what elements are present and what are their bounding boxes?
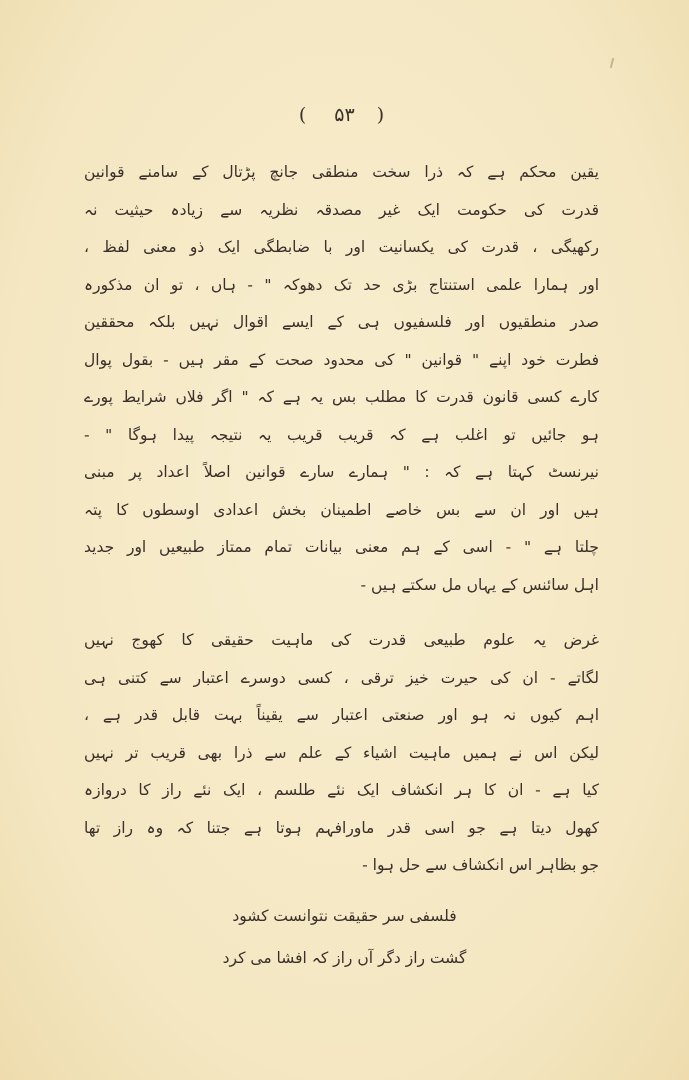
text-line: فطرت خود اپنے " قوانین " کی محدود صحت کے مقر ہیں - بقول پوال bbox=[84, 350, 599, 369]
text-line: اہل سائنس کے یہاں مل سکتے ہیں - bbox=[360, 575, 599, 594]
text-line: نیرنسٹ کہتا ہے کہ : " ہمارے سارے قوانین اصلاً اعداد پر مبنی bbox=[84, 463, 599, 481]
paragraph-2 bbox=[84, 622, 599, 885]
text-line: لیکن اس نے ہمیں ماہیت اشیاء کے علم سے ذرا بھی قریب تر نہیں bbox=[84, 743, 599, 762]
text-line: ہیں اور ان سے بس خاصے اطمینان بخش اعدادی اوسطوں کا پتہ bbox=[84, 500, 599, 519]
text-line: کارے کسی قانون قدرت کا مطلب بس یہ ہے کہ " اگر فلاں شرایط پورے bbox=[84, 388, 599, 406]
text-line: چلتا ہے " - اسی کے ہم معنی بیانات تمام ممتاز طبیعیں اور جدید bbox=[84, 538, 599, 556]
text-line: جو بظاہر اس انکشاف سے حل ہوا - bbox=[362, 856, 599, 874]
verse-line: گشت راز دگر آں راز کہ افشا می کرد bbox=[222, 949, 467, 967]
text-line: کیا ہے - ان کا ہر انکشاف ایک نئے طلسم ، ایک نئے راز کا دروازہ bbox=[84, 781, 599, 799]
open-paren: ( bbox=[298, 104, 313, 126]
page-number bbox=[0, 104, 689, 126]
margin-mark bbox=[610, 58, 615, 68]
text-line: صدر منطقیوں اور فلسفیوں ہی کے ایسے اقوال نہیں بلکہ محققین bbox=[84, 313, 599, 331]
page-number-value: ۵۳ bbox=[334, 104, 355, 126]
text-line: یقین محکم ہے کہ ذرا سخت منطقی جانچ پڑتال کے سامنے قوانین bbox=[84, 163, 599, 181]
text-line: کھول دیتا ہے جو اسی قدر ماورافہم ہوتا ہے جتنا کہ وہ راز تھا bbox=[84, 818, 599, 837]
text-line: لگاتے - ان کی حیرت خیز ترقی ، کسی دوسرے اعتبار سے کتنی ہی bbox=[84, 668, 599, 687]
text-line: اہم کیوں نہ ہو اور صنعتی اعتبار سے یقیناً بہت قابل قدر ہے ، bbox=[84, 706, 599, 724]
text-line: رکھیگی ، قدرت کی یکسانیت اور با ضابطگی ایک ذو معنی لفظ ، bbox=[84, 238, 599, 256]
persian-couplet bbox=[0, 895, 689, 979]
close-paren: ) bbox=[376, 104, 391, 126]
text-line: اور ہمارا علمی استنتاج بڑی حد تک دھوکہ " - ہاں ، تو ان مذکورہ bbox=[84, 275, 599, 294]
text-line: غرض یہ علوم طبیعی قدرت کی ماہیت حقیقی کا کھوج نہیں bbox=[84, 631, 599, 649]
text-line: قدرت کی حکومت ایک غیر مصدقہ نظریہ سے زیادہ حیثیت نہ bbox=[84, 200, 599, 219]
verse-line: فلسفی سر حقیقت نتوانست کشود bbox=[232, 907, 457, 925]
text-line: ہو جائیں تو اغلب ہے کہ قریب قریب یہ نتیجہ پیدا ہوگا " - bbox=[84, 425, 599, 444]
paragraph-1 bbox=[84, 154, 599, 604]
